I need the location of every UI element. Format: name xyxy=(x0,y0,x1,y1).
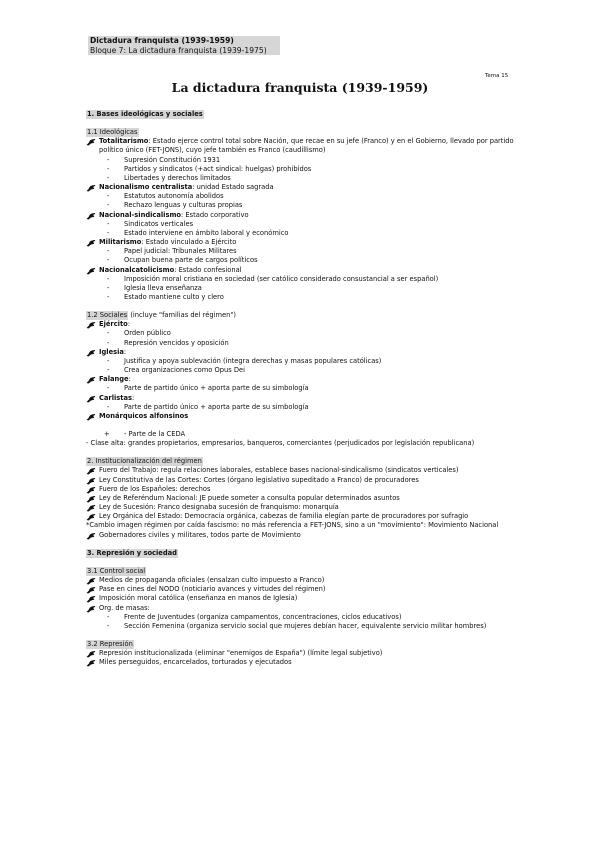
bullet-text: : Estado ejerce control total sobre Nación, que recae en su jefe (Franco) y en el Gobierno, llevado por partido político único (FET-JONS), cuyo jefe también es Franco (caudillismo) xyxy=(99,137,514,155)
pointing-hand-icon xyxy=(86,486,96,494)
section-3-1-heading: 3.1 Control social xyxy=(87,566,146,575)
list-item-text: Ley de Referéndum Nacional: JE puede someter a consulta popular determinados asuntos xyxy=(99,493,400,502)
section-1-2-heading-rest: (incluye "familias del régimen") xyxy=(128,311,237,320)
pointing-hand-icon xyxy=(86,605,96,613)
bullet-term: Monárquicos alfonsinos xyxy=(99,411,189,420)
clase-alta-text: - Clase alta: grandes propietarios, empresarios, banqueros, comerciantes (perjudicados por legislación republicana) xyxy=(86,439,475,448)
pointing-hand-icon xyxy=(86,467,96,475)
list-item-text: Ley Constitutiva de las Cortes: Cortes (órgano legislativo supeditado a Franco) de procuradores xyxy=(99,475,419,484)
list-item-text: Sección Femenina (organiza servicio social que mujeres debían hacer, equivalente servicio militar hombres) xyxy=(124,621,487,630)
bullet-term: Iglesia xyxy=(99,347,124,356)
list-item xyxy=(86,658,516,667)
list-item: - Sindicatos verticales xyxy=(107,219,194,228)
list-item-text: Crea organizaciones como Opus Dei xyxy=(124,366,245,375)
bullet-term: Totalitarismo xyxy=(99,137,149,146)
pointing-hand-icon xyxy=(86,376,96,384)
list-item: - Parte de partido único + aporta parte de su simbología xyxy=(107,384,309,393)
pointing-hand-icon xyxy=(86,513,96,521)
list-item: - Ocupan buena parte de cargos políticos xyxy=(107,256,258,265)
list-item: - Crea organizaciones como Opus Dei xyxy=(107,366,245,375)
bullet-term: Falange xyxy=(99,375,129,384)
section-2-heading: 2. Institucionalización del régimen xyxy=(87,457,202,466)
bullet-term: Nacionalismo centralista xyxy=(99,183,193,192)
list-item xyxy=(86,594,516,603)
bullet-monarquicos xyxy=(86,412,516,421)
pointing-hand-icon xyxy=(86,267,96,275)
list-item: - Justifica y apoya sublevación (integra derechas y masas populares católicas) xyxy=(107,356,382,365)
list-item-text: Ley de Sucesión: Franco designaba sucesión de franquismo: monarquía xyxy=(99,503,339,512)
list-item-text: Sindicatos verticales xyxy=(124,219,194,228)
list-item-text: Medios de propaganda oficiales (ensalzan culto impuesto a Franco) xyxy=(99,576,325,585)
list-item xyxy=(86,503,516,512)
bullet-nacional-sindicalismo xyxy=(86,211,516,220)
pointing-hand-icon xyxy=(86,504,96,512)
list-item: - Frente de Juventudes (organiza campamentos, concentraciones, ciclos educativos) xyxy=(107,612,402,621)
list-item-text: Justifica y apoya sublevación (integra derechas y masas populares católicas) xyxy=(124,356,382,365)
bullet-term: Nacional-sindicalismo xyxy=(99,210,182,219)
bullet-totalitarismo xyxy=(86,137,516,155)
bullet-text: : Estado vinculado a Ejército xyxy=(141,238,237,247)
list-item xyxy=(86,485,516,494)
list-item-text: Iglesia lleva enseñanza xyxy=(124,283,202,292)
list-item xyxy=(86,466,516,475)
list-item xyxy=(86,576,516,585)
list-item-text: Estado mantiene culto y clero xyxy=(124,292,224,301)
section-1-2-heading: 1.2 Sociales xyxy=(87,311,128,320)
bullet-iglesia: Iglesia: xyxy=(86,348,516,357)
list-item xyxy=(86,476,516,485)
list-item-text: Parte de partido único + aporta parte de su simbología xyxy=(124,402,309,411)
header-line-2: Bloque 7: La dictadura franquista (1939-1975) xyxy=(90,45,267,55)
list-item: - Iglesia lleva enseñanza xyxy=(107,283,202,292)
pointing-hand-icon xyxy=(86,413,96,421)
bullet-text: : Estado corporativo xyxy=(181,210,249,219)
section-1-heading: 1. Bases ideológicas y sociales xyxy=(87,110,203,118)
list-item-text: Estado interviene en ámbito laboral y económico xyxy=(124,228,289,237)
list-item-text: Partidos y sindicatos (+act sindical: huelgas) prohibidos xyxy=(124,164,312,173)
list-item xyxy=(86,649,516,658)
section-1-1-heading: 1.1 Ideológicas xyxy=(87,128,138,137)
document-body xyxy=(86,110,516,667)
list-item: - Sección Femenina (organiza servicio social que mujeres debían hacer, equivalente servicio militar hombres) xyxy=(107,621,487,630)
bullet-text: : Estado confesional xyxy=(174,265,242,274)
tema-label: Tema 15 xyxy=(485,73,509,79)
pointing-hand-icon xyxy=(86,212,96,220)
list-item-text: Org. de masas: xyxy=(99,603,150,612)
list-item: - Partidos y sindicatos (+act sindical: huelgas) prohibidos xyxy=(107,164,312,173)
list-item-text: Miles perseguidos, encarcelados, torturados y ejecutados xyxy=(99,658,292,667)
plus-item: + - Parte de la CEDA xyxy=(104,430,186,438)
bullet-term: Militarismo xyxy=(99,238,142,247)
list-item: - Libertades y derechos limitados xyxy=(107,173,231,182)
list-item-text: Papel judicial: Tribunales Militares xyxy=(124,247,237,256)
list-item: - Supresión Constitución 1931 xyxy=(107,155,221,164)
pointing-hand-icon xyxy=(86,349,96,357)
pointing-hand-icon xyxy=(86,650,96,658)
plus-item-text: - Parte de la CEDA xyxy=(124,430,186,438)
list-item-text: Represión vencidos y oposición xyxy=(124,338,229,347)
pointing-hand-icon xyxy=(86,495,96,503)
section-3-2-heading: 3.2 Represión xyxy=(87,639,133,648)
list-item-text: Fuero de los Españoles: derechos xyxy=(99,484,211,493)
pointing-hand-icon xyxy=(86,586,96,594)
list-item: - Represión vencidos y oposición xyxy=(107,338,229,347)
bullet-term: Ejército xyxy=(99,320,128,329)
pointing-hand-icon xyxy=(86,321,96,329)
pointing-hand-icon xyxy=(86,659,96,667)
bullet-carlistas: Carlistas: xyxy=(86,394,516,403)
pointing-hand-icon xyxy=(86,395,96,403)
section-2-note: *Cambio imagen régimen por caída fascismo: no más referencia a FET-JONS, sino a un "movimiento": Movimiento Nacional xyxy=(86,521,499,530)
list-item-text: Parte de partido único + aporta parte de su simbología xyxy=(124,384,309,393)
list-item-text: Imposición moral cristiana en sociedad (ser católico considerado consustancial a ser español) xyxy=(124,274,439,283)
list-item-text: Orden público xyxy=(124,329,171,338)
list-item-text: Represión institucionalizada (eliminar "enemigos de España") (límite legal subjetivo) xyxy=(99,649,383,658)
list-item: - Rechazo lenguas y culturas propias xyxy=(107,201,243,210)
list-item-text: Ley Orgánica del Estado: Democracia orgánica, cabezas de familia elegían parte de procuradores por sufragio xyxy=(99,512,469,521)
list-item: - Parte de partido único + aporta parte de su simbología xyxy=(107,402,309,411)
pointing-hand-icon xyxy=(86,239,96,247)
pointing-hand-icon xyxy=(86,577,96,585)
pointing-hand-icon xyxy=(86,138,96,146)
list-item: - Estado mantiene culto y clero xyxy=(107,292,224,301)
list-item-text: Fuero del Trabajo: regula relaciones laborales, establece bases nacional-sindicalismo (sindicatos verticales) xyxy=(99,466,459,475)
list-item-text: Gobernadores civiles y militares, todos parte de Movimiento xyxy=(99,530,301,539)
bullet-militarismo xyxy=(86,238,516,247)
page-title: La dictadura franquista (1939-1959) xyxy=(171,80,429,95)
list-item-text: Supresión Constitución 1931 xyxy=(124,155,221,164)
list-item-text: Pase en cines del NODO (noticiario avances y virtudes del régimen) xyxy=(99,585,326,594)
bullet-nacionalcatolicismo xyxy=(86,266,516,275)
pointing-hand-icon xyxy=(86,532,96,540)
list-item: - Orden público xyxy=(107,329,171,338)
list-item-text: Rechazo lenguas y culturas propias xyxy=(124,201,243,210)
bullet-nacionalismo xyxy=(86,183,516,192)
list-item-text: Ocupan buena parte de cargos políticos xyxy=(124,256,258,265)
list-item-text: Estatutos autonomía abolidos xyxy=(124,192,224,201)
list-item-text: Imposición moral católica (enseñanza en manos de Iglesia) xyxy=(99,594,298,603)
list-item: - Estatutos autonomía abolidos xyxy=(107,192,224,201)
pointing-hand-icon xyxy=(86,595,96,603)
list-item xyxy=(86,604,516,613)
list-item: - Imposición moral cristiana en sociedad (ser católico considerado consustancial a ser español) xyxy=(107,274,439,283)
list-item: - Estado interviene en ámbito laboral y económico xyxy=(107,228,289,237)
bullet-falange: Falange: xyxy=(86,375,516,384)
bullet-term: Nacionalcatolicismo xyxy=(99,265,175,274)
list-item xyxy=(86,512,516,521)
list-item xyxy=(86,585,516,594)
running-header xyxy=(88,36,280,55)
list-item-text: Libertades y derechos limitados xyxy=(124,173,231,182)
section-3-heading: 3. Represión y sociedad xyxy=(87,548,177,557)
list-item: - Papel judicial: Tribunales Militares xyxy=(107,247,237,256)
bullet-ejercito: Ejército: xyxy=(86,320,516,329)
pointing-hand-icon xyxy=(86,184,96,192)
list-item xyxy=(86,494,516,503)
bullet-text: : unidad Estado sagrada xyxy=(192,183,274,192)
list-item-text: Frente de Juventudes (organiza campamentos, concentraciones, ciclos educativos) xyxy=(124,612,402,621)
bullet-term: Carlistas xyxy=(99,393,132,402)
pointing-hand-icon xyxy=(86,477,96,485)
list-item xyxy=(86,531,516,540)
header-line-1: Dictadura franquista (1939-1959) xyxy=(90,36,234,45)
